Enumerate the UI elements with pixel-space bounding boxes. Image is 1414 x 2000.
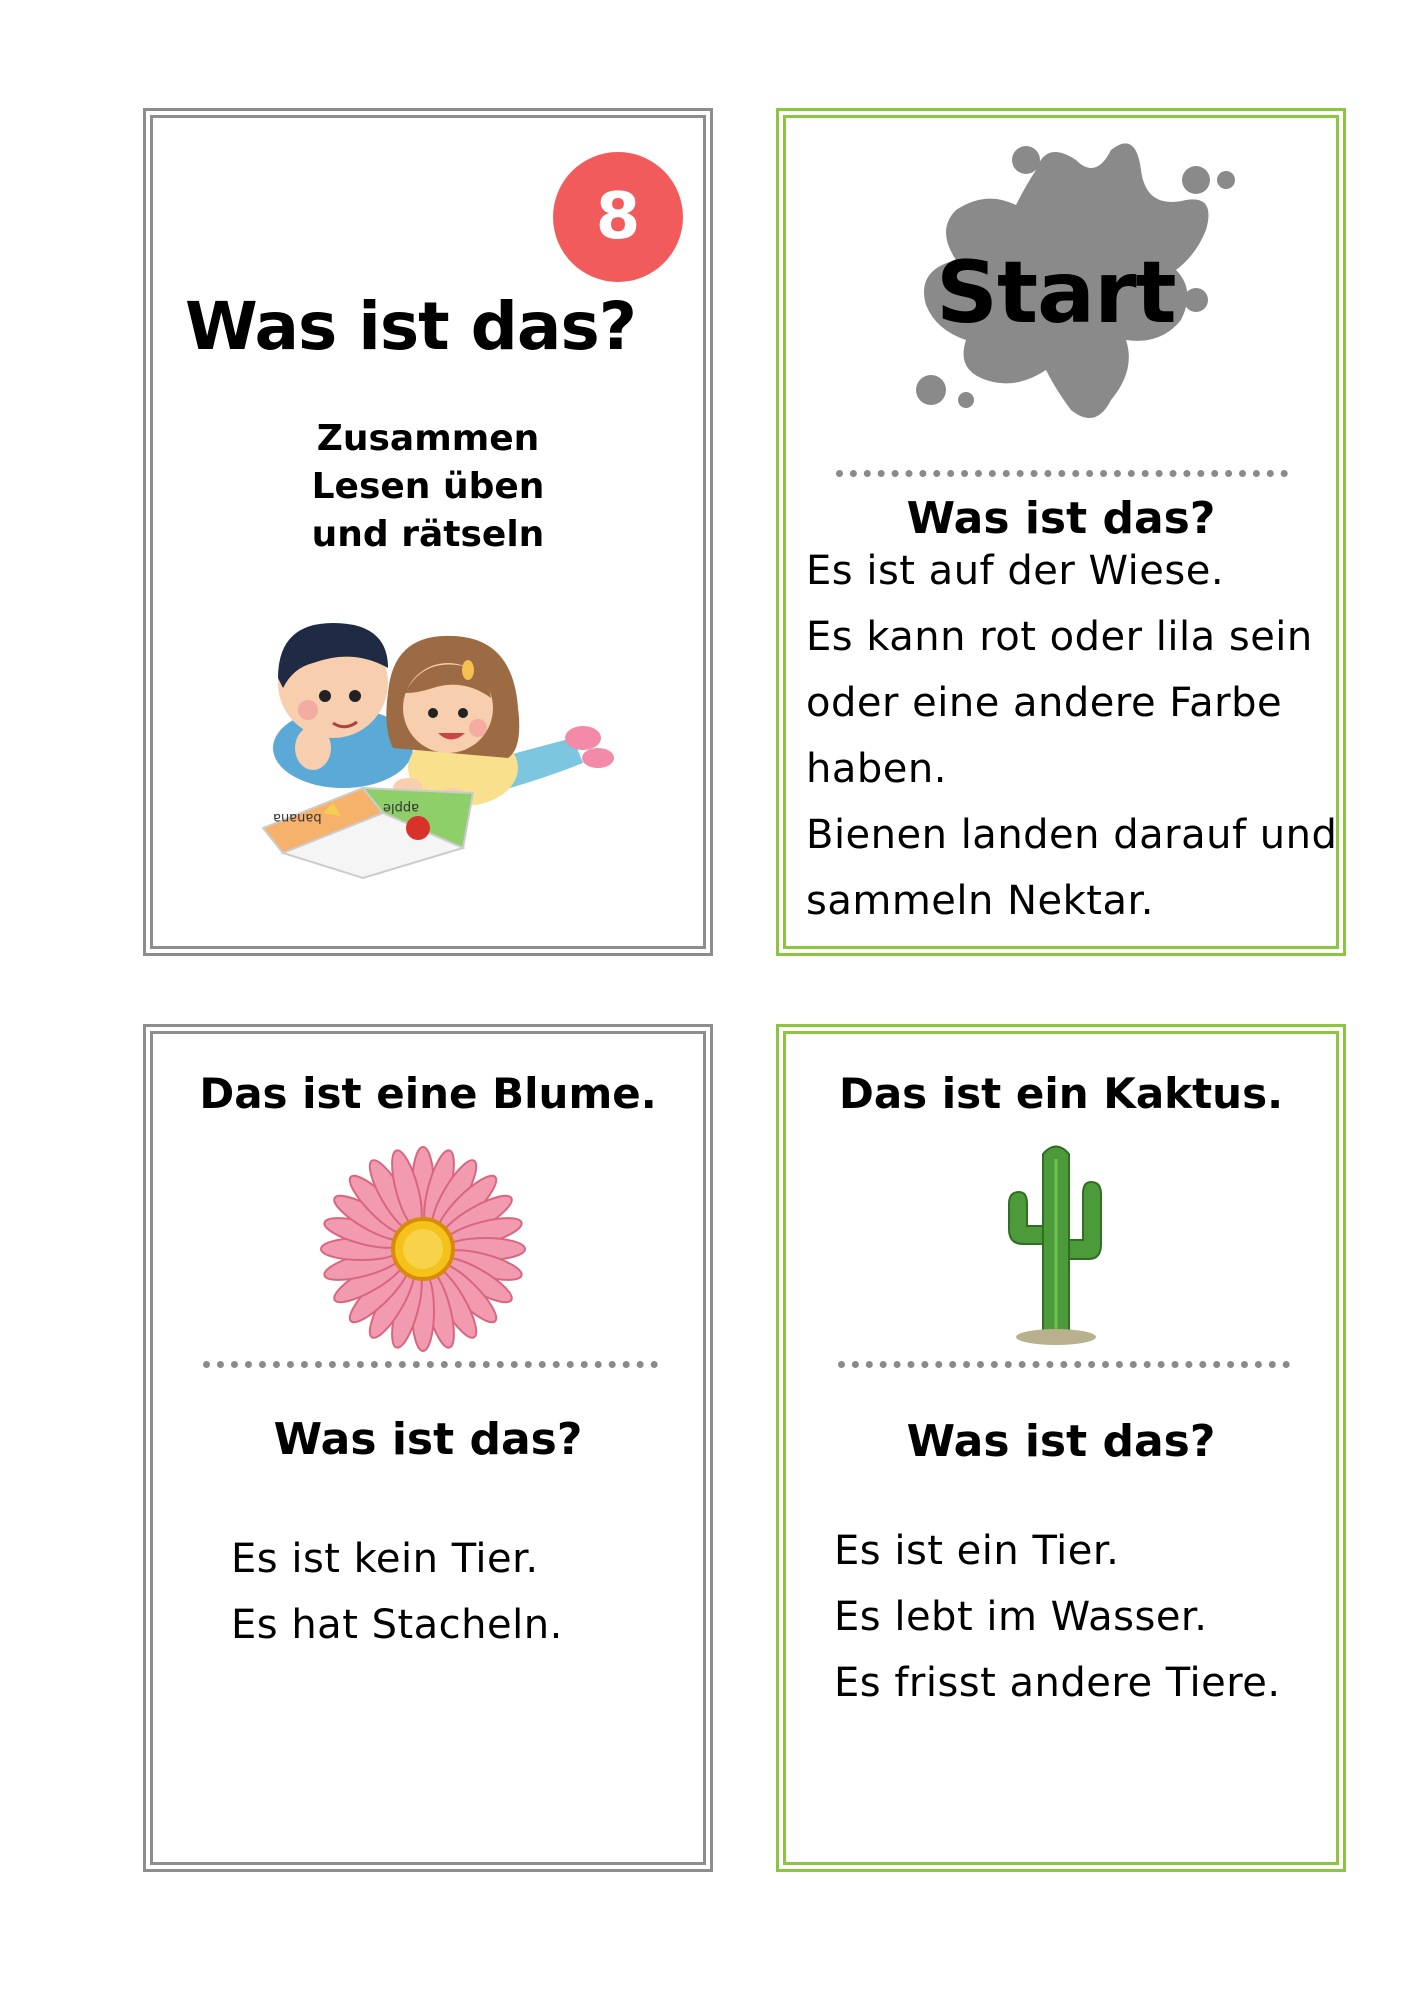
book-word-left: banana [273, 810, 322, 825]
cover-card [143, 108, 713, 956]
card-number-badge: 8 [553, 152, 683, 282]
start-card-dotted-divider [836, 470, 1288, 477]
kaktus-answer: Das ist ein Kaktus. [838, 1069, 1284, 1118]
kaktus-clue-line-3: Es frisst andere Tiere. [834, 1660, 1281, 1706]
flower-icon [318, 1144, 528, 1354]
cover-subtitle-line-1: Zusammen [316, 418, 540, 459]
cover-subtitle-line-3: und rätseln [311, 514, 545, 555]
cactus-icon [1001, 1134, 1111, 1354]
start-clue-line-4: haben. [806, 746, 947, 792]
blume-clue-line-2: Es hat Stacheln. [231, 1602, 563, 1648]
book-word-right: apple [383, 800, 420, 815]
children-reading-illustration [233, 598, 633, 898]
blume-answer: Das ist eine Blume. [199, 1069, 657, 1118]
cover-card-inner-frame [150, 115, 706, 949]
start-card-question: Was ist das? [906, 493, 1216, 544]
kaktus-clue-line-2: Es lebt im Wasser. [834, 1594, 1208, 1640]
start-clue-line-1: Es ist auf der Wiese. [806, 548, 1225, 594]
start-label: Start [936, 243, 1176, 343]
blume-clue-line-1: Es ist kein Tier. [231, 1536, 539, 1582]
kaktus-card-question: Was ist das? [906, 1416, 1216, 1467]
kaktus-card-dotted-divider [838, 1361, 1290, 1368]
start-card [776, 108, 1346, 956]
start-clue-line-2: Es kann rot oder lila sein [806, 614, 1313, 660]
cover-title: Was ist das? [185, 288, 637, 365]
kaktus-card-inner-frame [783, 1031, 1339, 1865]
start-clue-line-3: oder eine andere Farbe [806, 680, 1283, 726]
blume-card-inner-frame [150, 1031, 706, 1865]
start-clue-line-6: sammeln Nektar. [806, 878, 1154, 924]
cover-subtitle-line-2: Lesen üben [311, 466, 545, 507]
kaktus-clue-line-1: Es ist ein Tier. [834, 1528, 1120, 1574]
blume-card-question: Was ist das? [273, 1414, 583, 1465]
kaktus-card [776, 1024, 1346, 1872]
start-card-inner-frame [783, 115, 1339, 949]
blume-card-dotted-divider [203, 1361, 658, 1368]
blume-card [143, 1024, 713, 1872]
start-clue-line-5: Bienen landen darauf und [806, 812, 1338, 858]
